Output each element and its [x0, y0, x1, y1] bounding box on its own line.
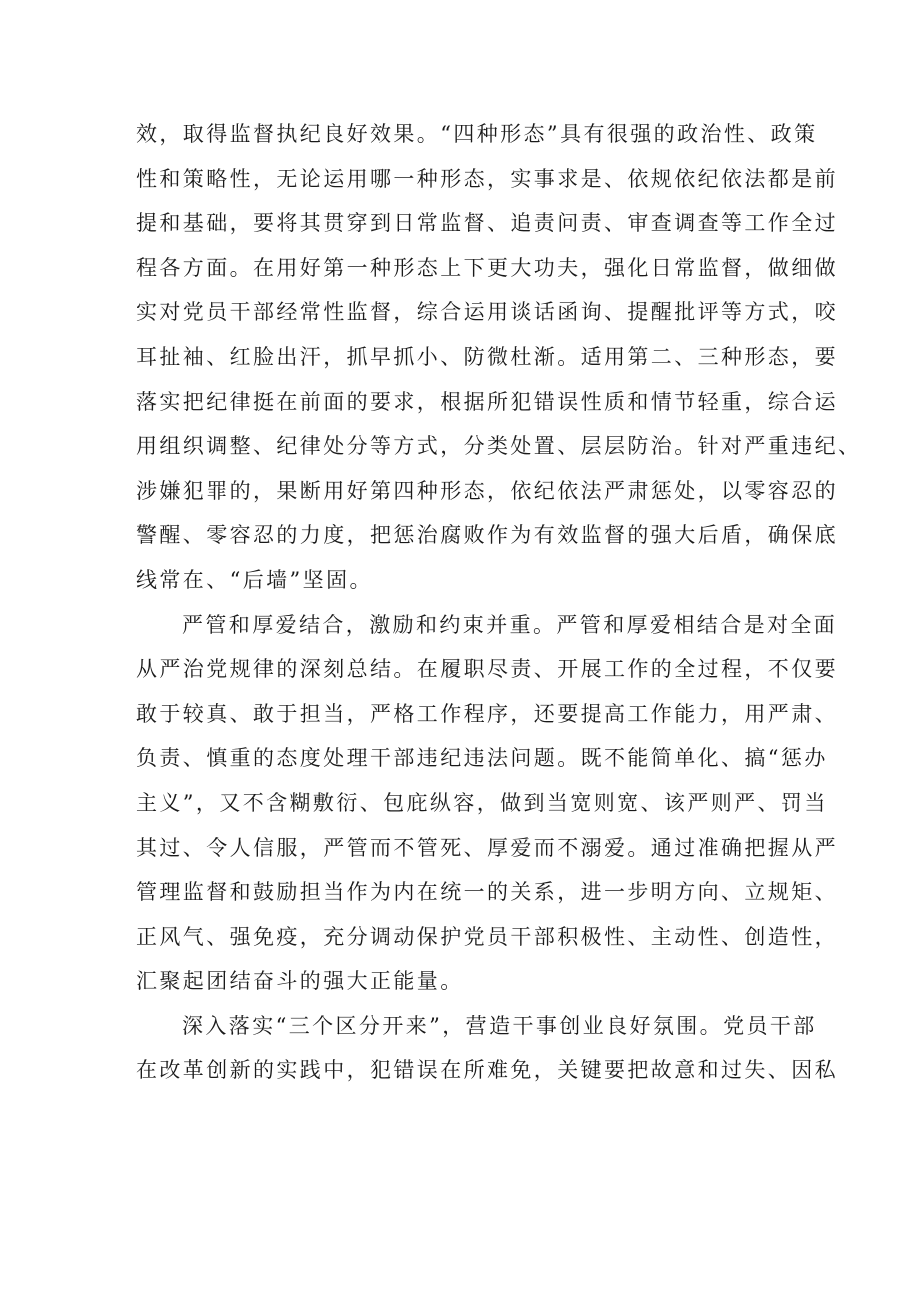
text-line: 性和策略性，无论运用哪一种形态，实事求是、依规依纪依法都是前: [136, 166, 838, 191]
paragraph-1: [136, 112, 862, 603]
text-line: 线常在、“后墙”坚固。: [136, 567, 373, 592]
text-line: 主义”，又不含糊敷衍、包庇纵容，做到当宽则宽、该严则严、罚当: [136, 790, 828, 815]
text-line: 深入落实“三个区分开来”，营造干事创业良好氛围。党员干部: [182, 1013, 817, 1038]
text-line: 管理监督和鼓励担当作为内在统一的关系，进一步明方向、立规矩、: [136, 880, 838, 905]
text-line: 负责、慎重的态度处理干部违纪违法问题。既不能简单化、搞“惩办: [136, 746, 828, 771]
text-line: 用组织调整、纪律处分等方式，分类处置、层层防治。针对严重违纪、: [136, 434, 862, 459]
text-line: 从严治党规律的深刻总结。在履职尽责、开展工作的全过程，不仅要: [136, 657, 838, 682]
text-line: 耳扯袖、红脸出汗，抓早抓小、防微杜渐。适用第二、三种形态，要: [136, 344, 838, 369]
text-line: 效，取得监督执纪良好效果。“四种形态”具有很强的政治性、政策: [136, 122, 818, 146]
paragraph-3: [136, 1004, 838, 1093]
text-line: 严管和厚爱结合，激励和约束并重。严管和厚爱相结合是对全面: [182, 612, 838, 637]
text-line: 在改革创新的实践中，犯错误在所难免，关键要把故意和过失、因私: [136, 1058, 838, 1083]
text-line: 程各方面。在用好第一种形态上下更大功夫，强化日常监督，做细做: [136, 255, 838, 280]
document-body: [136, 112, 862, 1093]
text-line: 汇聚起团结奋斗的强大正能量。: [136, 969, 464, 994]
text-line: 提和基础，要将其贯穿到日常监督、追责问责、审查调查等工作全过: [136, 211, 838, 236]
text-line: 敢于较真、敢于担当，严格工作程序，还要提高工作能力，用严肃、: [136, 701, 838, 726]
text-line: 正风气、强免疫，充分调动保护党员干部积极性、主动性、创造性，: [136, 924, 838, 949]
text-line: 实对党员干部经常性监督，综合运用谈话函询、提醒批评等方式，咬: [136, 300, 838, 325]
text-line: 警醒、零容忍的力度，把惩治腐败作为有效监督的强大后盾，确保底: [136, 523, 838, 548]
text-line: 落实把纪律挺在前面的要求，根据所犯错误性质和情节轻重，综合运: [136, 389, 838, 414]
text-line: 其过、令人信服，严管而不管死、厚爱而不溺爱。通过准确把握从严: [136, 835, 838, 860]
text-line: 涉嫌犯罪的，果断用好第四种形态，依纪依法严肃惩处，以零容忍的: [136, 478, 838, 503]
paragraph-2: [136, 603, 838, 1004]
